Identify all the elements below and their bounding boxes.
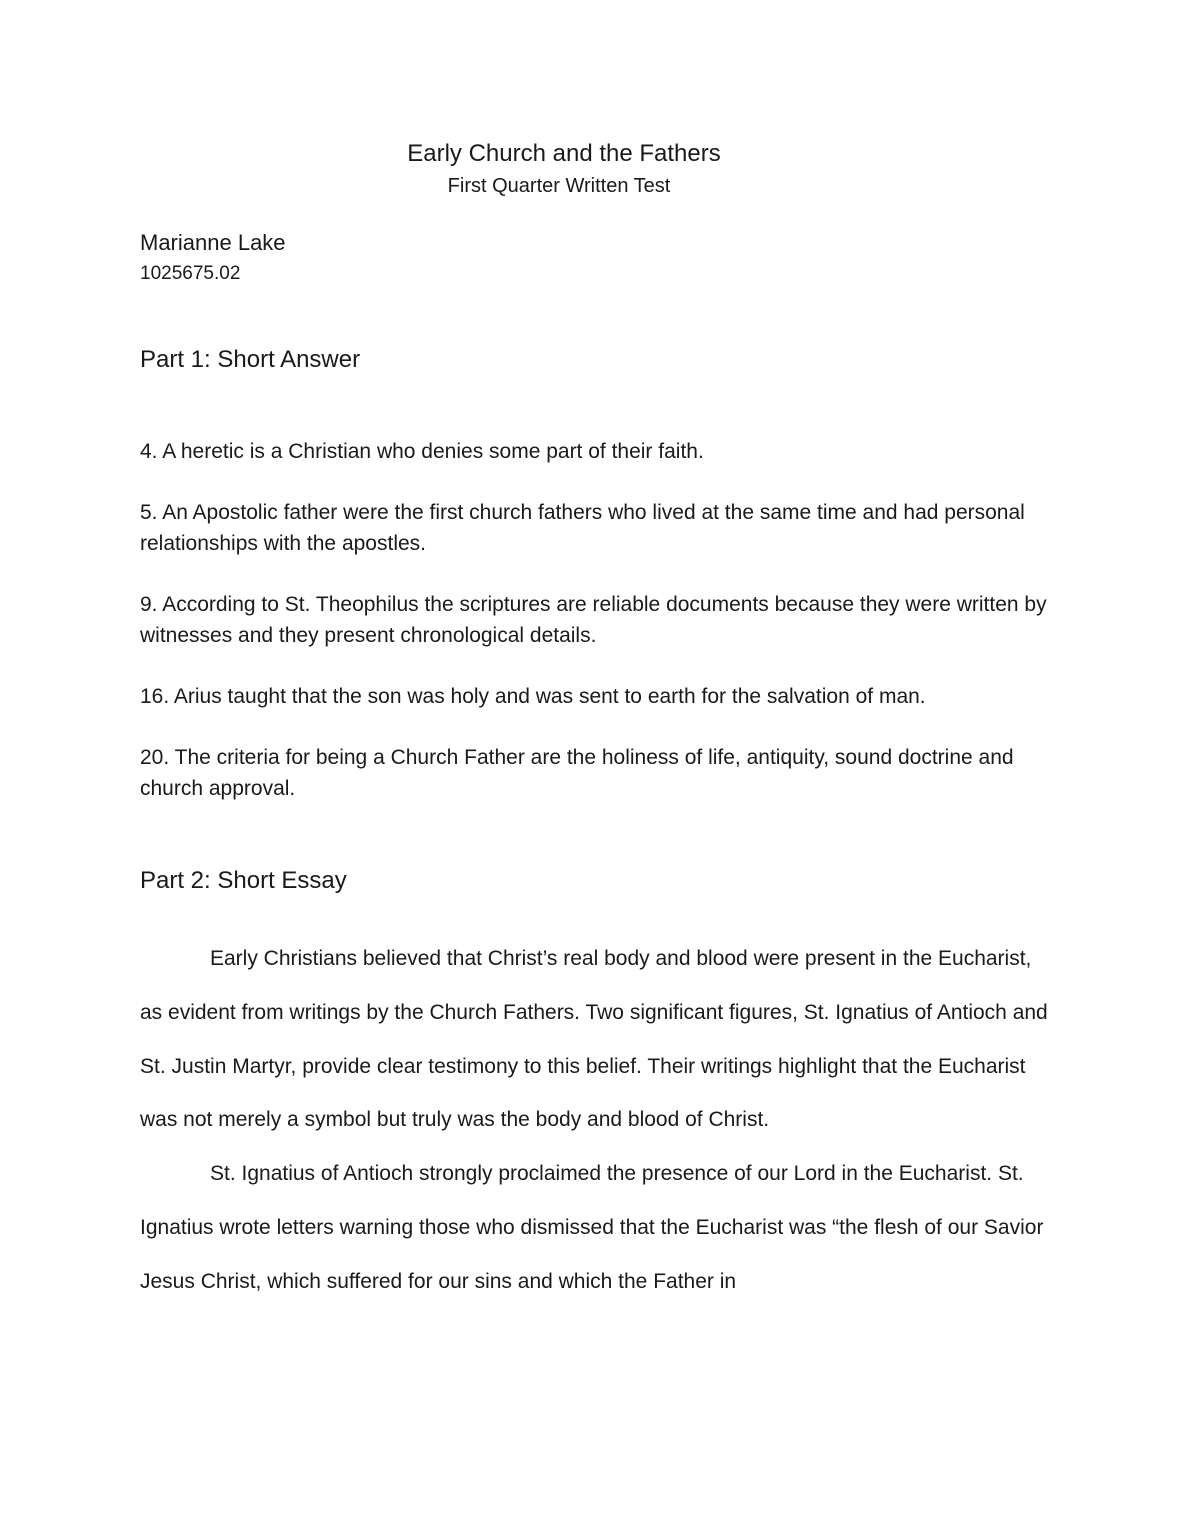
part1-heading: Part 1: Short Answer	[140, 346, 361, 373]
part2-heading: Part 2: Short Essay	[140, 867, 347, 894]
student-name: Marianne Lake	[140, 230, 286, 255]
document-title: Early Church and the Fathers	[407, 140, 721, 167]
answer-item: 9. According to St. Theophilus the scriptures are reliable documents because they were written by witnesses and they present chronological details.	[140, 593, 1047, 647]
essay-body	[140, 932, 1055, 1309]
student-id: 1025675.02	[140, 263, 241, 284]
document-subtitle: First Quarter Written Test	[447, 175, 671, 197]
answer-item: 16. Arius taught that the son was holy and was sent to earth for the salvation of man.	[140, 685, 926, 708]
answer-item: 5. An Apostolic father were the first church fathers who lived at the same time and had personal relationships with the apostles.	[140, 501, 1025, 555]
essay-paragraph: St. Ignatius of Antioch strongly proclaimed the presence of our Lord in the Eucharist. St. Ignatius wrote letters warning those who dismissed that the Eucharist was “the flesh of our Savior Jesus Christ, which suffered for our sins and which the Father in	[140, 1162, 1044, 1293]
answer-item: 4. A heretic is a Christian who denies some part of their faith.	[140, 440, 704, 463]
short-answer-list	[140, 436, 1060, 834]
essay-paragraph: Early Christians believed that Christ’s real body and blood were present in the Eucharist, as evident from writings by the Church Fathers. Two significant figures, St. Ignatius of Antioch and St. Justin Martyr, provide clear testimony to this belief. Their writings highlight that the Eucharist was not merely a symbol but truly was the body and blood of Christ.	[140, 947, 1048, 1132]
answer-item: 20. The criteria for being a Church Father are the holiness of life, antiquity, sound doctrine and church approval.	[140, 746, 1014, 800]
